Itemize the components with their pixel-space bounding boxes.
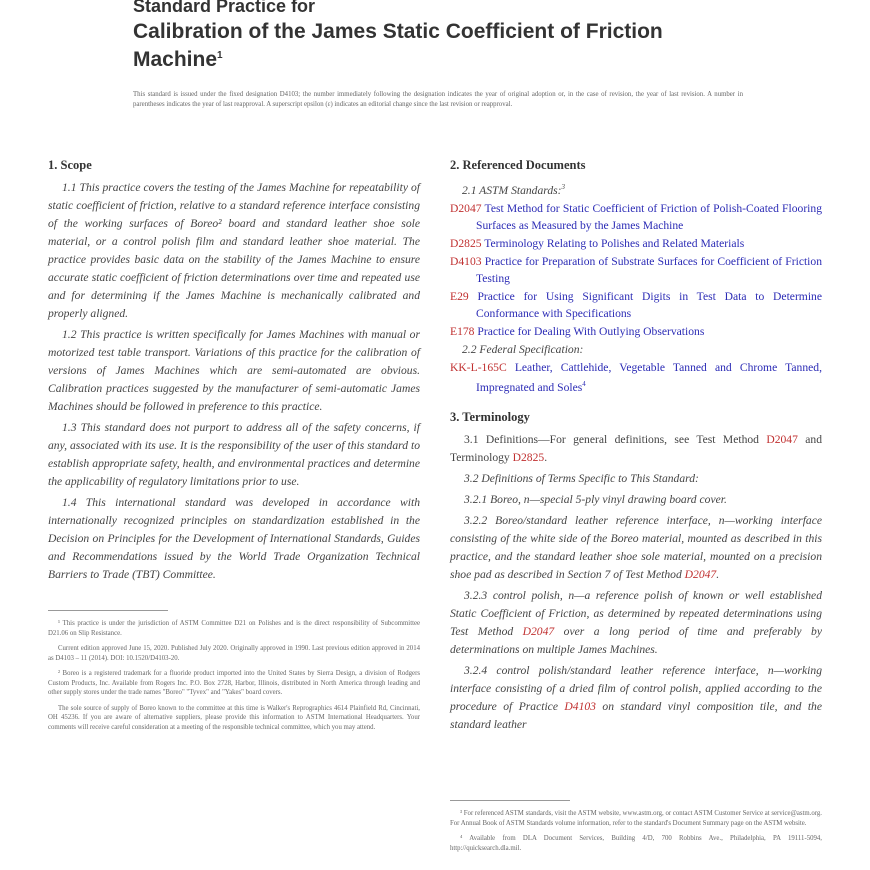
right-column: [450, 158, 822, 737]
scope-paragraph-1: 1.1 This practice covers the testing of the James Machine for repeatability of static coefficient of friction, relative to a standard reference interface consisting of the working surfaces of Boreo² board and standard leather shoe sole material, or a control polish film and standard leather shoe material. The practice provides basic data on the stability of the James Machine to ensure accurate static coefficient of friction determinations over time and repeated use and for determining if the James Machine is mechanically calibrated and properly aligned.: [48, 181, 420, 320]
right-footnotes: [450, 800, 822, 859]
terminology-heading: 3. Terminology: [450, 409, 530, 424]
terminology-3-2-1: 3.2.1 Boreo, n—special 5-ply vinyl drawing board cover.: [464, 492, 727, 506]
reference-item-kk-l-165c[interactable]: KK-L-165C Leather, Cattlehide, Vegetable Tanned and Chrome Tanned, Impregnated and Soles$^4$: [450, 360, 822, 394]
document-pretitle: Standard Practice for: [133, 0, 316, 16]
terminology-3-2-4: 3.2.4 control polish/standard leather reference interface, n—working interface consisting of a dried film of control polish, applied according to the procedure of Practice D4103 on standard vinyl composition tile, and the standard leather: [450, 663, 822, 731]
footnote-3: ³ For referenced ASTM standards, visit the ASTM website, www.astm.org, or contact ASTM Customer Service at service@astm.org. For Annual Book of ASTM Standards volume information, refer to the standard's Document Summary page on the ASTM website.: [450, 810, 822, 827]
footnote-1: ¹ This practice is under the jurisdiction of ASTM Committee D21 on Polishes and is the direct responsibility of Subcommittee D21.06 on Slip Resistance.: [48, 620, 420, 637]
reference-item-d2825[interactable]: D2825 Terminology Relating to Polishes and Related Materials: [450, 236, 745, 250]
reference-item-d2047[interactable]: D2047 Test Method for Static Coefficient of Friction of Polish-Coated Flooring Surfaces as Measured by the James Machine: [450, 201, 822, 232]
scope-heading: 1. Scope: [48, 158, 92, 172]
scope-paragraph-2: 1.2 This practice is written specifically for James Machines with manual or motorized test table transport. Variations of this practice for the calibration of versions of James Machines which are semi-automated are obvious. Calibration practices suggested by the manufacturer of semi-automatic James Machines should be followed in preference to this practice.: [48, 328, 420, 413]
reference-item-e29[interactable]: E29 Practice for Using Significant Digits in Test Data to Determine Conformance with Specifications: [450, 289, 822, 320]
footnote-4: ⁴ Available from DLA Document Services, Building 4/D, 700 Robbins Ave., Philadelphia, PA 19111-5094, http://quicksearch.dla.mil.: [450, 835, 822, 852]
terminology-3-2-3: 3.2.3 control polish, n—a reference polish of known or well established Static Coefficient of Friction, as determined by repeated determinations using Test Method D2047 over a long period of time and preferably by determinations on multiple James Machines.: [450, 588, 822, 656]
astm-standards-label: 2.1 ASTM Standards:$^3$: [462, 183, 566, 197]
scope-paragraph-4: 1.4 This international standard was developed in accordance with internationally recognized principles on standardization established in the Decision on Principles for the Development of International Standards, Guides and Recommendations issued by the World Trade Organization Technical Barriers to Trade (TBT) Committee.: [48, 496, 420, 581]
federal-specification-label: 2.2 Federal Specification:: [462, 342, 584, 356]
document-title-text: Calibration of the James Static Coefficient of Friction Machine: [133, 20, 663, 71]
left-column: [48, 158, 420, 738]
document-title: [133, 20, 733, 72]
footnote-2: ² Boreo is a registered trademark for a fluoride product imported into the United States by Sierra Design, a division of Rodgers Custom Products, Inc. Available from Rogers Inc. P.O. Box 2728, Harbor, Illinois, distributed in North America through leading and other supply stores under the trade names "Boreo" "Tyvex" and "Yakes" board covers.: [48, 670, 420, 696]
reference-item-e178[interactable]: E178 Practice for Dealing With Outlying Observations: [450, 324, 705, 338]
terminology-3-2: 3.2 Definitions of Terms Specific to This Standard:: [464, 471, 699, 485]
footnote-divider: [48, 610, 168, 611]
right-footnote-divider: [450, 800, 570, 801]
reference-item-d4103[interactable]: D4103 Practice for Preparation of Substrate Surfaces for Coefficient of Friction Testing: [450, 254, 822, 285]
scope-paragraph-3: 1.3 This standard does not purport to address all of the safety concerns, if any, associated with its use. It is the responsibility of the user of this standard to establish appropriate safety, health, and environmental practices and determine the applicability of regulatory limitations prior to use.: [48, 421, 420, 488]
title-footnote-marker[interactable]: 1: [217, 50, 223, 61]
referenced-documents-heading: 2. Referenced Documents: [450, 158, 586, 172]
footnote-2-supplier: The sole source of supply of Boreo known to the committee at this time is Walker's Reprographics 4614 Plainfield Rd, Cincinnati, OH 45236. If you are aware of alternative suppliers, please provide this information to ASTM International Headquarters. Your comments will receive careful consideration at a meeting of the responsible technical committee, which you may attend.: [48, 704, 420, 731]
terminology-3-2-2: 3.2.2 Boreo/standard leather reference interface, n—working interface consisting of the white side of the Boreo material, mounted as described in this practice, and the standard leather shoe sole material, mounted on a precision shoe pad as described in Section 7 of Test Method D2047.: [450, 513, 822, 581]
footnote-1-edition: Current edition approved June 15, 2020. Published July 2020. Originally approved in 1990. Last previous edition approved in 2014 as D4103 – 11 (2014). DOI: 10.1520/D4103-20.: [48, 645, 420, 662]
designation-notice: This standard is issued under the fixed designation D4103; the number immediately following the designation indicates the year of original adoption or, in the case of revision, the year of last revision. A number in parentheses indicates the year of last reapproval. A superscript epsilon (ε) indicates an editorial change since the last revision or reapproval.: [133, 91, 743, 108]
terminology-3-1: 3.1 Definitions—For general definitions, see Test Method D2047 and Terminology D2825.: [450, 432, 822, 464]
